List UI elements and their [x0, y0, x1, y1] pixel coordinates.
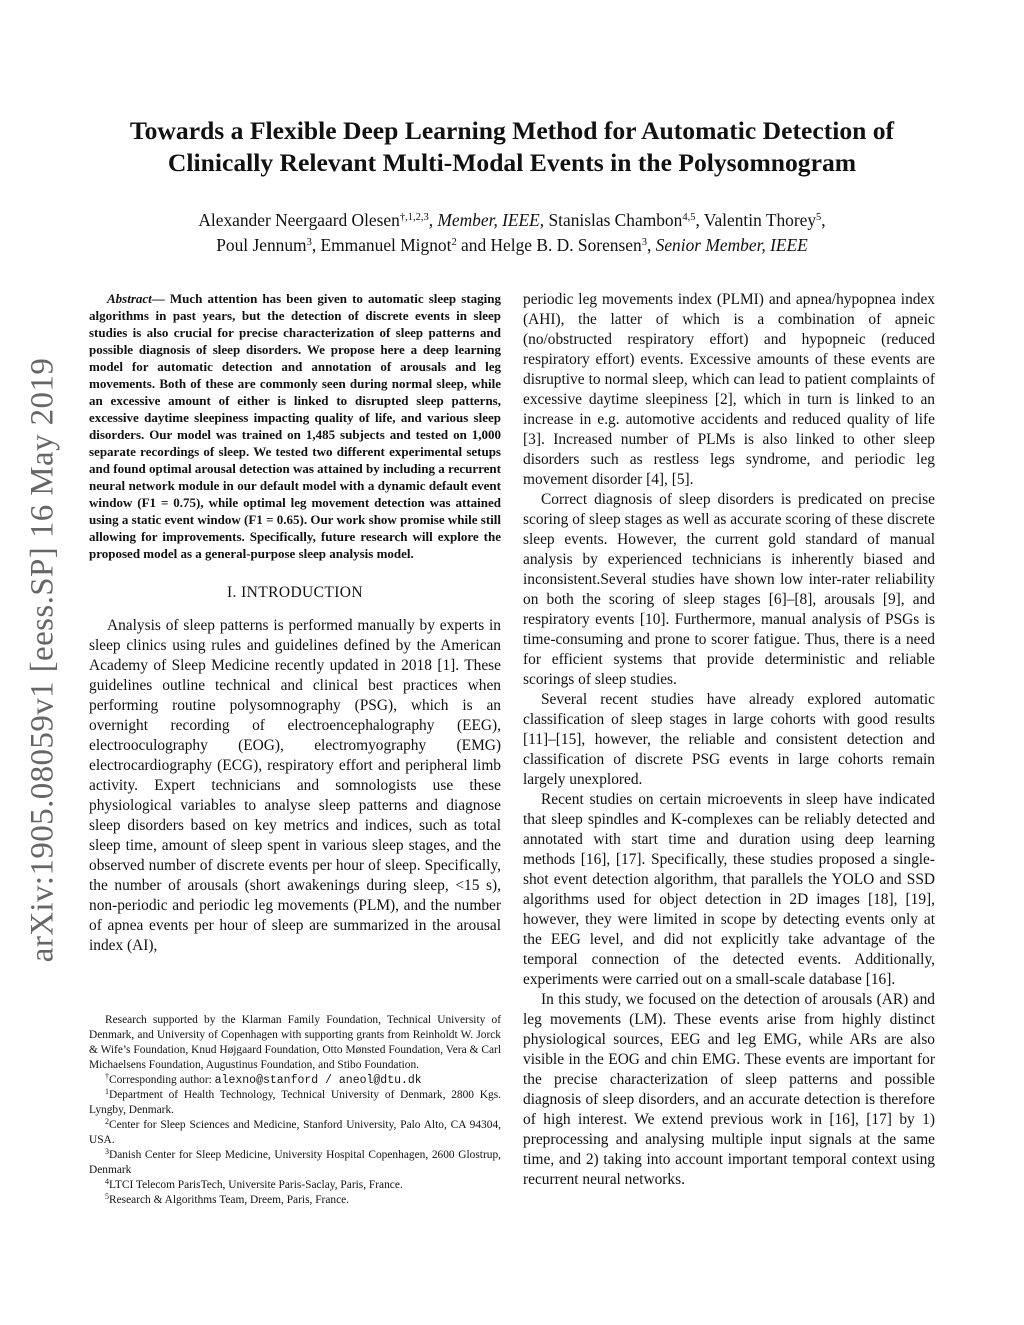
author-membership: Member, IEEE: [437, 210, 540, 230]
affiliation-number: 3: [105, 1147, 109, 1156]
dagger-marker: †: [105, 1072, 109, 1081]
separator: ,: [311, 235, 321, 255]
author-name: Valentin Thorey: [703, 210, 817, 230]
author-list: [60, 208, 964, 258]
abstract: [89, 290, 501, 562]
body-paragraph: Correct diagnosis of sleep disorders is predicated on precise scoring of sleep stages as well as accurate scoring of these discrete sleep events. However, the current gold standard of manual analysis by experienced technicians is inherently biased and inconsistent.Several studies have shown low inter-rater reliability on both the scoring of sleep stages [6]–[8], arousals [9], and respiratory events [10]. Furthermore, manual analysis of PSGs is time-consuming and prone to scorer fatigue. Thus, there is a need for efficient systems that provide deterministic and reliable scorings of sleep studies.: [523, 491, 935, 688]
body-paragraph: periodic leg movements index (PLMI) and apnea/hypopnea index (AHI), the latter of which is a combination of apneic (no/obstructed respiratory effort) and hypopneic (reduced respiratory effort) events. Excessive amounts of these events are disruptive to normal sleep, which can lead to patient complaints of excessive daytime sleepiness [2], which in turn is linked to an increase in e.g. automotive accidents and reduced quality of life [3]. Increased number of PLMs is also linked to other sleep disorders such as restless legs syndrome, and periodic leg movement disorder [4], [5].: [523, 291, 935, 488]
author-membership: Senior Member, IEEE: [655, 235, 808, 255]
separator: and: [456, 235, 491, 255]
affiliation-marker: 4,5: [682, 212, 696, 223]
arxiv-identifier[interactable]: arXiv:1905.08059v1 [eess.SP] 16 May 2019: [24, 357, 61, 963]
body-paragraph: Several recent studies have already explored automatic classification of sleep stages in large cohorts with good results [11]–[15], however, the reliable and consistent detection and classification of discrete PSG events in large cohorts remain largely unexplored.: [523, 691, 935, 788]
affiliation-1: [89, 1088, 501, 1118]
affiliation-marker: 3: [641, 237, 647, 248]
title-line-2: Clinically Relevant Multi-Modal Events in the Polysomnogram: [167, 148, 857, 177]
affiliation-4: [89, 1178, 501, 1193]
section-heading: I. INTRODUCTION: [226, 584, 363, 601]
author-line-1: [60, 208, 964, 233]
author-name: Poul Jennum: [216, 235, 307, 255]
affiliation-number: 2: [105, 1117, 109, 1126]
separator: ,: [821, 210, 826, 230]
abstract-label: Abstract: [107, 291, 152, 306]
paper-title: [60, 115, 964, 179]
corresponding-email[interactable]: alexno@stanford / aneol@dtu.dk: [214, 1074, 422, 1087]
separator: ,: [428, 210, 438, 230]
affiliation-text: Department of Health Technology, Technical University of Denmark, 2800 Kgs. Lyngby, Denmark.: [89, 1089, 501, 1116]
author-name: Stanislas Chambon: [548, 210, 683, 230]
affiliation-number: 1: [105, 1087, 109, 1096]
abstract-text: — Much attention has been given to automatic sleep staging algorithms in past years, but the detection of discrete events in sleep studies is also crucial for precise characterization of sleep patterns and possible diagnosis of sleep disorders. We propose here a deep learning model for automatic detection and annotation of arousals and leg movements. Both of these are commonly seen during normal sleep, while an excessive amount of either is linked to disrupted sleep patterns, excessive daytime sleepiness impacting quality of life, and various sleep disorders. Our model was trained on 1,485 subjects and tested on 1,000 separate recordings of sleep. We tested two different experimental setups and found optimal arousal detection was attained by including a recurrent neural network module in our default model with a dynamic default event window (F1 = 0.75), while optimal leg movement detection was attained using a static event window (F1 = 0.65). Our work show promise while still allowing for improvements. Specifically, future research will explore the proposed model as a general-purpose sleep analysis model.: [89, 291, 501, 561]
separator: ,: [539, 210, 549, 230]
corresponding-author-note: [89, 1073, 501, 1088]
affiliation-text: Center for Sleep Sciences and Medicine, Stanford University, Palo Alto, CA 94304, USA.: [89, 1119, 501, 1146]
affiliation-text: Research & Algorithms Team, Dreem, Paris, France.: [109, 1194, 350, 1206]
author-line-2: [60, 233, 964, 258]
title-line-1: Towards a Flexible Deep Learning Method for Automatic Detection of: [129, 116, 895, 145]
author-name: Helge B. D. Sorensen: [490, 235, 642, 255]
right-column: [523, 290, 935, 1190]
separator: ,: [695, 210, 704, 230]
footnotes: [89, 1013, 501, 1208]
affiliation-marker: 2: [451, 237, 457, 248]
body-paragraph: In this study, we focused on the detection of arousals (AR) and leg movements (LM). These events arise from highly distinct physiological sources, EEG and leg EMG, while ARs are also visible in the EOG and chin EMG. These events are important for the precise characterization of sleep patterns and possible diagnosis of sleep disorders, and an accurate detection is therefore of high interest. We extend previous work in [16], [17] by 1) preprocessing and analysing multiple input signals at the same time, and 2) taking into account important temporal context using recurrent neural networks.: [523, 991, 935, 1188]
left-column: [89, 290, 501, 956]
affiliation-marker: 5: [816, 212, 822, 223]
body-paragraph: Recent studies on certain microevents in sleep have indicated that sleep spindles and K-complexes can be reliably detected and annotated with start time and duration using deep learning methods [16], [17]. Specifically, these studies proposed a single-shot event detection algorithm, that parallels the YOLO and SSD algorithms used for object detection in 2D images [18], [19], however, they were limited in scope by detecting events only at the EEG level, and did not explicitly take advantage of the temporal connection of the detected events. Additionally, experiments were carried out on a small-scale database [16].: [523, 791, 935, 988]
affiliation-marker: 3: [306, 237, 312, 248]
separator: ,: [646, 235, 656, 255]
intro-paragraph: Analysis of sleep patterns is performed manually by experts in sleep clinics using rules and guidelines defined by the American Academy of Sleep Medicine recently updated in 2018 [1]. These guidelines outline technical and clinical best practices when performing routine polysomnography (PSG), which is an overnight recording of electroencephalography (EEG), electrooculography (EOG), electromyography (EMG) electrocardiography (ECG), respiratory effort and peripheral limb activity. Expert technicians and somnologists use these physiological variables to analyse sleep patterns and diagnose sleep disorders based on key metrics and indices, such as total sleep time, amount of sleep spent in various sleep stages, and the observed number of discrete events per hour of sleep. Specifically, the number of arousals (short awakenings during sleep, <15 s), non-periodic and periodic leg movements (PLM), and the number of apnea events per hour of sleep are summarized in the arousal index (AI),: [89, 617, 501, 954]
affiliation-number: 5: [105, 1192, 109, 1201]
affiliation-5: [89, 1193, 501, 1208]
affiliation-3: [89, 1148, 501, 1178]
affiliation-number: 4: [105, 1177, 109, 1186]
affiliation-marker: †,1,2,3: [399, 212, 429, 223]
funding-note: Research supported by the Klarman Family Foundation, Technical University of Denmark, and University of Copenhagen with supporting grants from Reinholdt W. Jorck & Wife’s Foundation, Knud Højgaard Foundation, Otto Mønsted Foundation, Vera & Carl Michaelsens Foundation, Augustinus Foundation, and Stibo Foundation.: [89, 1014, 501, 1071]
author-name: Alexander Neergaard Olesen: [198, 210, 400, 230]
affiliation-2: [89, 1118, 501, 1148]
author-name: Emmanuel Mignot: [320, 235, 452, 255]
corresponding-label: Corresponding author:: [109, 1074, 215, 1086]
affiliation-text: LTCI Telecom ParisTech, Universite Paris-Saclay, Paris, France.: [109, 1179, 403, 1191]
affiliation-text: Danish Center for Sleep Medicine, University Hospital Copenhagen, 2600 Glostrup, Denmark: [89, 1149, 501, 1176]
